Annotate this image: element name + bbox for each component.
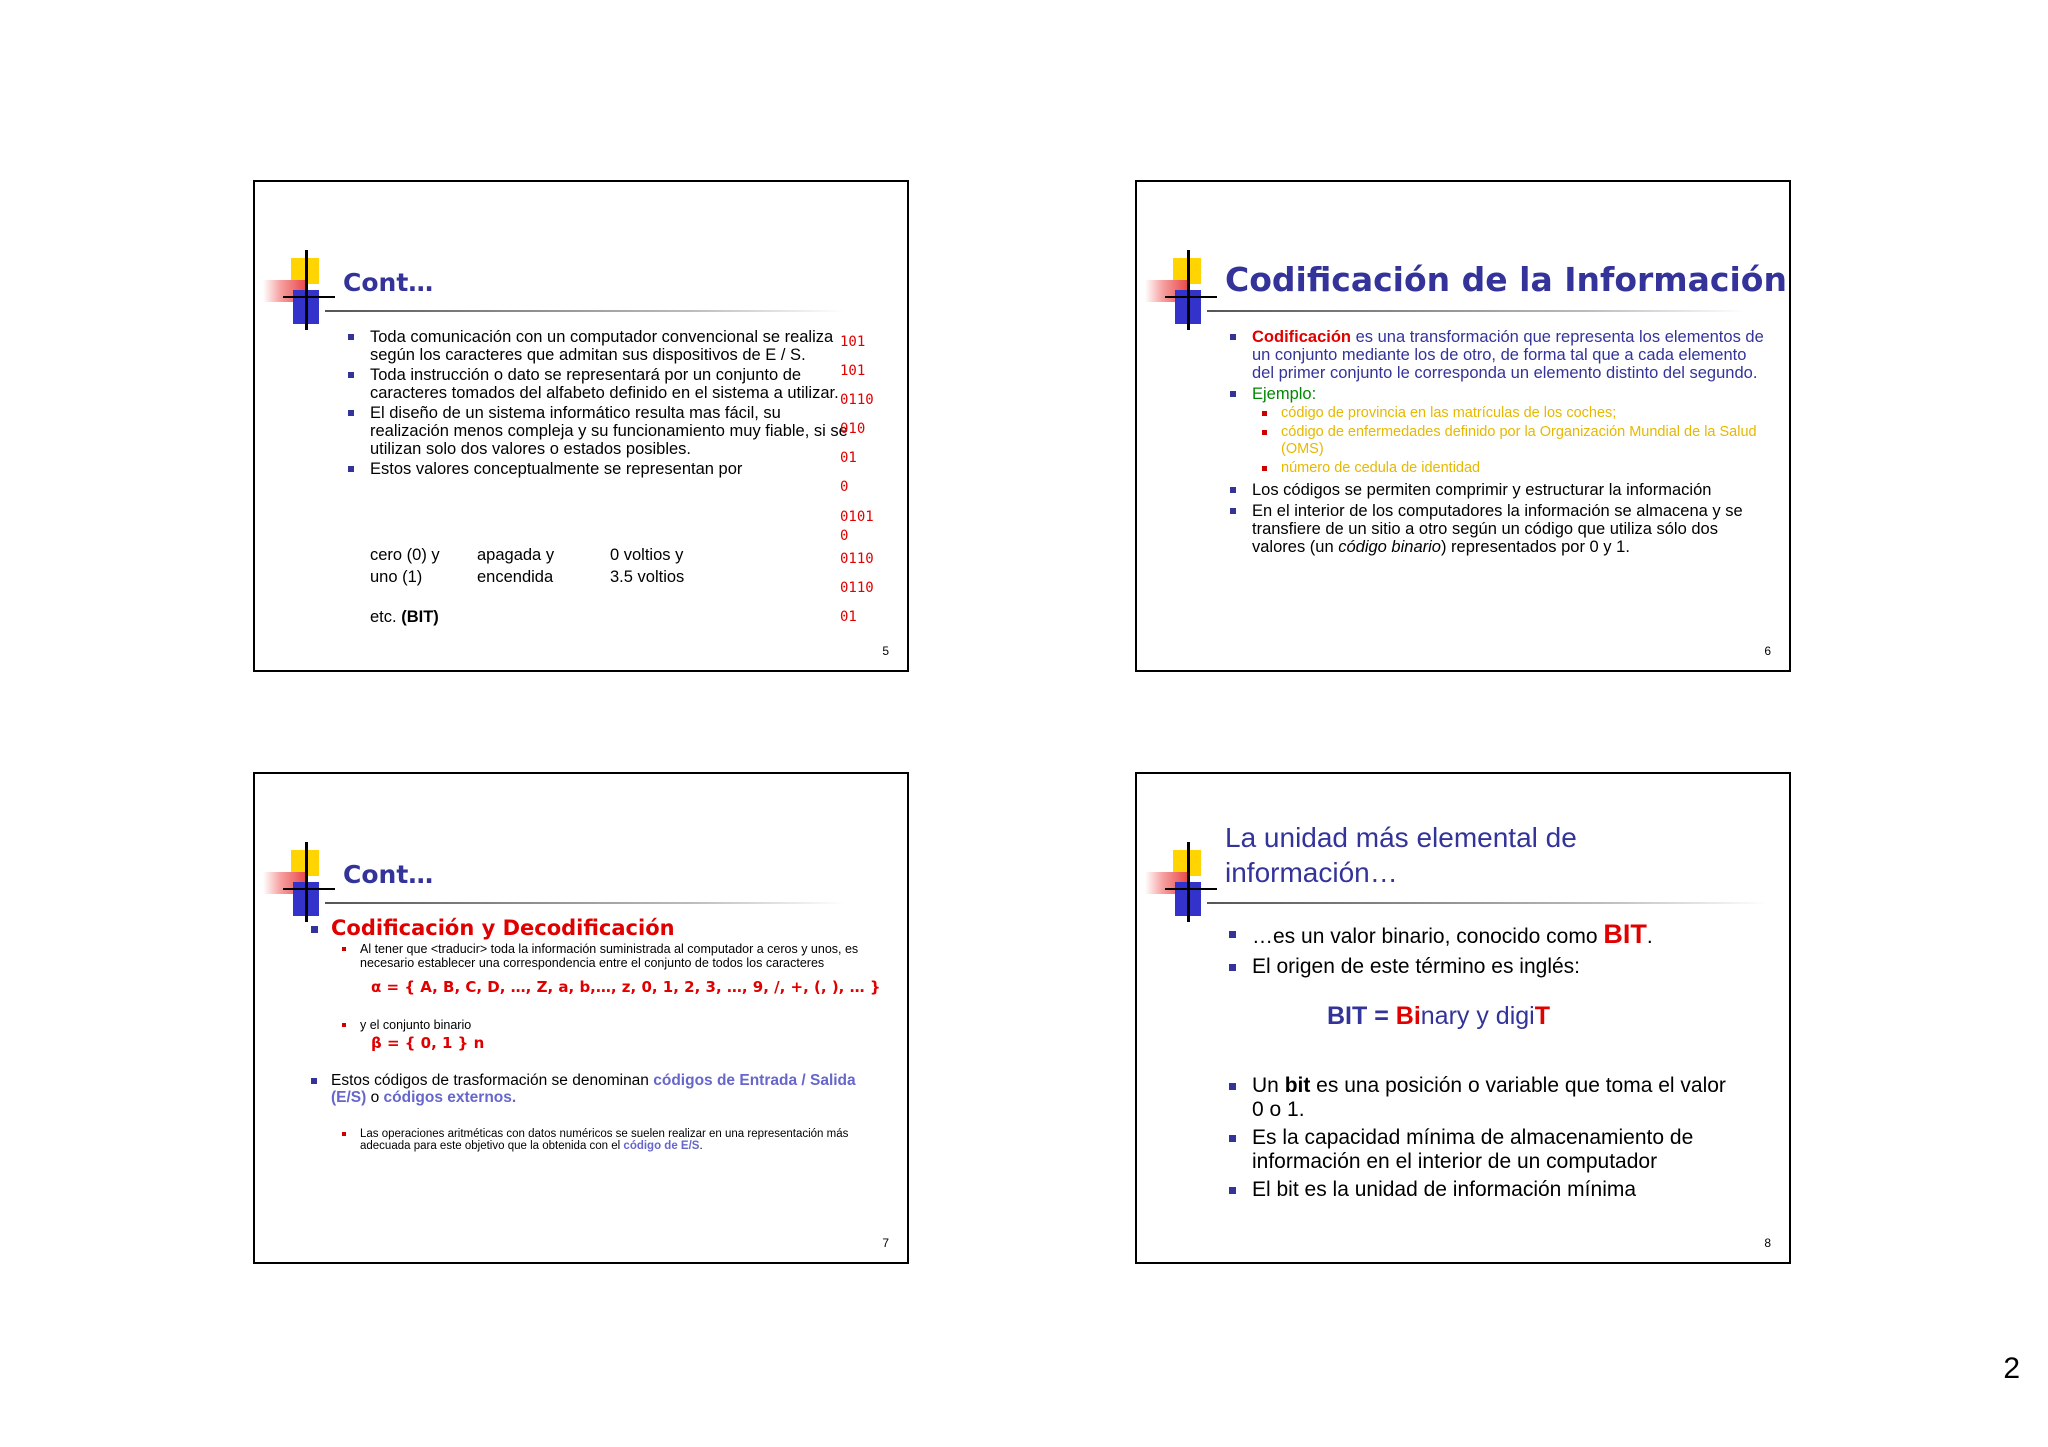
slide-5 (253, 180, 909, 672)
title-rule (325, 310, 845, 312)
list-item: Ejemplo: (1252, 385, 1772, 403)
list-item: En el interior de los computadores la información se almacena y se transfiere de un sitio a otro según un código que utiliza sólo dos valores (un código binario) representados por 0 y 1. (1252, 502, 1772, 556)
list-item: Estos códigos de trasformación se denominan códigos de Entrada / Salida (E/S) o códigos externos. (331, 1072, 891, 1106)
slide-logo (263, 842, 335, 922)
list-item: y el conjunto binario (360, 1018, 891, 1032)
slide-8 (1135, 772, 1791, 1264)
list-item: Codificación es una transformación que representa los elementos de un conjunto mediante los de otro, de forma tal que a cada elemento del primer conjunto le corresponda un elemento distinto del segundo. (1252, 328, 1772, 382)
slide-logo (263, 250, 335, 330)
list-item: Toda instrucción o dato se representará por un conjunto de caracteres tomados del alfabeto definido en el sistema a utilizar. (370, 366, 850, 402)
bit-equation: BIT = Binary y digiT (1327, 1002, 1551, 1030)
slide-title: La unidad más elemental de información… (1225, 822, 1577, 888)
list-item: Un bit es una posición o variable que toma el valor 0 o 1. (1252, 1074, 1732, 1122)
bullet-list (1252, 919, 1752, 979)
title-rule (325, 902, 845, 904)
list-item: Es la capacidad mínima de almacenamiento de información en el interior de un computador (1252, 1126, 1732, 1174)
page-number: 2 (2003, 1352, 2020, 1385)
content (331, 916, 891, 1152)
bullet-list (370, 328, 850, 478)
list-item: Toda comunicación con un computador convencional se realiza según los caracteres que admitan sus dispositivos de E / S. (370, 328, 850, 364)
slide-6 (1135, 180, 1791, 672)
list-item: código de enfermedades definido por la Organización Mundial de la Salud (OMS) (1281, 424, 1772, 458)
beta-set: β = { 0, 1 } n (371, 1034, 485, 1052)
list-item: número de cedula de identidad (1281, 460, 1772, 477)
slide-logo (1145, 250, 1217, 330)
alpha-set: α = { A, B, C, D, …, Z, a, b,…, z, 0, 1, 2, 3, …, 9, /, +, (, ), … } (371, 978, 881, 996)
slide-number: 7 (882, 1236, 889, 1250)
sub-list (1252, 405, 1772, 477)
section-heading: Codificación y Decodificación (331, 916, 891, 940)
list-item: Las operaciones aritméticas con datos numéricos se suelen realizar en una representación más adecuada para este objetivo que la obtenida con el código de E/S. (360, 1128, 891, 1152)
slide-number: 5 (882, 644, 889, 658)
list-item: Al tener que <traducir> toda la información suministrada al computador a ceros y unos, es necesario establecer una correspondencia entre el conjunto de todos los caracteres (360, 942, 891, 970)
slide-7 (253, 772, 909, 1264)
bullet-list (1252, 328, 1772, 556)
bullet-list (1252, 1074, 1732, 1202)
slide-title: Cont… (343, 268, 434, 297)
title-rule (1207, 902, 1767, 904)
list-item: código de provincia en las matrículas de los coches; (1281, 405, 1772, 422)
list-item: El diseño de un sistema informático resulta mas fácil, su realización menos compleja y su funcionamiento muy fiable, si se utilizan solo dos valores o estados posibles. (370, 404, 850, 458)
list-item: Los códigos se permiten comprimir y estructurar la información (1252, 481, 1772, 499)
binary-column: 101 101 0110 010 01 0 0101 0 0110 0110 01 (840, 334, 874, 625)
slide-number: 8 (1764, 1236, 1771, 1250)
slide-number: 6 (1764, 644, 1771, 658)
list-item: Estos valores conceptualmente se representan por (370, 460, 850, 478)
list-item: El bit es la unidad de información mínima (1252, 1178, 1732, 1202)
list-item: …es un valor binario, conocido como BIT. (1252, 922, 1752, 949)
slide-title: Cont… (343, 860, 434, 889)
slide-logo (1145, 842, 1217, 922)
title-rule (1207, 310, 1747, 312)
etc-bit: etc. (BIT) (370, 608, 439, 626)
list-item: El origen de este término es inglés: (1252, 955, 1752, 979)
values-table: cero (0) y uno (1) apagada y encendida 0 voltios y 3.5 voltios (370, 546, 685, 586)
slide-title: Codificación de la Información (1225, 260, 1787, 299)
